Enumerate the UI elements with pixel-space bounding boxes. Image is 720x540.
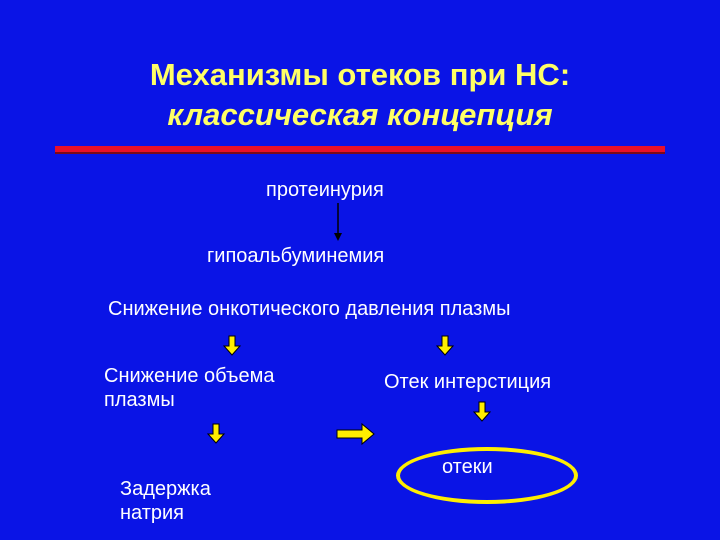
node-hypoalbuminemia: гипоальбуминемия: [207, 245, 385, 267]
node-sodium-retention-line1: Задержка: [120, 478, 211, 500]
thin-down-arrow: [334, 203, 342, 241]
block-down-arrow-interstitial: [437, 336, 453, 355]
slide-title-line2: классическая концепция: [167, 97, 553, 132]
block-right-arrow-to-edema: [337, 424, 374, 444]
slide-title-line1: Механизмы отеков при НС:: [149, 57, 571, 92]
block-down-arrow-sodium: [208, 424, 224, 443]
node-plasma-volume-drop-line2: плазмы: [104, 389, 175, 411]
node-proteinuria: протеинурия: [266, 179, 384, 201]
block-down-arrow-edema: [474, 402, 490, 421]
node-edema: отеки: [442, 456, 493, 478]
node-plasma-volume-drop-line1: Снижение объема: [104, 365, 275, 387]
block-down-arrow-plasma-volume: [224, 336, 240, 355]
node-oncotic-pressure-drop: Снижение онкотического давления плазмы: [108, 298, 511, 320]
node-sodium-retention-line2: натрия: [120, 502, 185, 524]
node-interstitial-edema: Отек интерстиция: [384, 371, 552, 393]
